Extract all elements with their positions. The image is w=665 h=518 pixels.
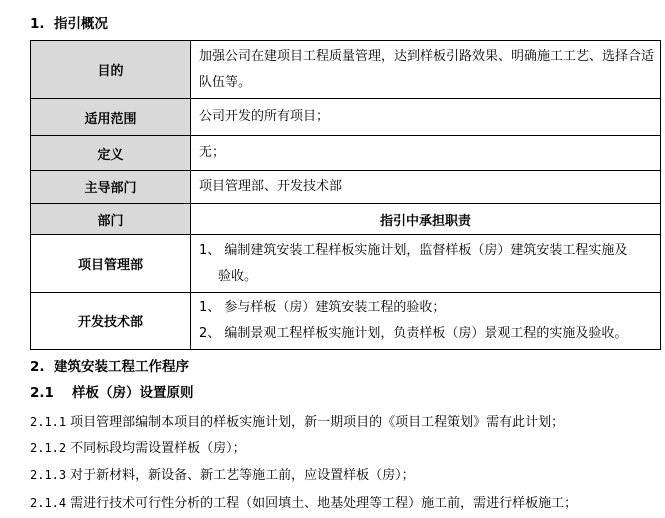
paragraph-number: 2.1.2	[30, 441, 67, 455]
header-dept: 部门	[31, 203, 191, 235]
tech-dept-label: 开发技术部	[31, 292, 191, 349]
purpose-text: 加强公司在建项目工程质量管理，达到样板引路效果、明确施工工艺、选择合适队伍等。	[191, 41, 661, 99]
paragraph-2-1-3	[30, 466, 415, 485]
tech-duty-2: 2、 编制景观工程样板实施计划，负责样板（房）景观工程的实施及验收。	[199, 325, 628, 341]
section-title: 样板（房）设置原则	[72, 385, 194, 401]
paragraph-text: 对于新材料，新设备、新工艺等施工前，应设置样板（房）；	[70, 468, 415, 483]
paragraph-2-1-1	[30, 413, 564, 432]
paragraph-number: 2.1.4	[30, 496, 67, 510]
pm-dept-duties	[191, 235, 661, 292]
paragraph-text: 项目管理部编制本项目的样板实施计划，新一期项目的《项目工程策划》需有此计划；	[70, 415, 565, 430]
lead-dept-text: 项目管理部、开发技术部	[191, 170, 661, 203]
table-row-lead-dept	[31, 170, 661, 203]
section-number: 2.1	[30, 385, 54, 401]
paragraph-text: 需进行技术可行性分析的工程（如回填土、地基处理等工程）施工前，需进行样板施工；	[70, 496, 578, 511]
paragraph-text: 不同标段均需设置样板（房）；	[70, 441, 246, 456]
pm-duty-line-1: 1、 编制建筑安装工程样板实施计划，监督样板（房）建筑安装工程实施及	[199, 242, 628, 258]
header-duties: 指引中承担职责	[191, 203, 661, 235]
tech-dept-duties	[191, 292, 661, 349]
definition-text: 无；	[191, 136, 661, 171]
pm-dept-label: 项目管理部	[31, 235, 191, 292]
section-number: 1.	[30, 16, 45, 32]
section-number: 2.	[30, 359, 45, 375]
scope-label: 适用范围	[31, 99, 191, 136]
definition-label: 定义	[31, 136, 191, 171]
lead-dept-label: 主导部门	[31, 170, 191, 203]
section-title: 指引概况	[54, 16, 108, 32]
guide-overview-table	[30, 40, 661, 350]
pm-duty-line-2: 验收。	[218, 268, 258, 284]
paragraph-number: 2.1.1	[30, 415, 67, 429]
table-row-definition	[31, 136, 661, 171]
tech-duty-1: 1、 参与样板（房）建筑安装工程的验收；	[199, 299, 446, 315]
table-row-purpose	[31, 41, 661, 99]
table-row-pm-dept	[31, 235, 661, 292]
table-header-row	[31, 203, 661, 235]
section-1-heading	[30, 15, 108, 33]
scope-text: 公司开发的所有项目；	[191, 99, 661, 136]
paragraph-2-1-2	[30, 439, 246, 458]
table-row-tech-dept	[31, 292, 661, 349]
paragraph-2-1-4	[30, 494, 577, 513]
section-2-heading	[30, 358, 189, 376]
section-title: 建筑安装工程工作程序	[54, 359, 189, 375]
paragraph-number: 2.1.3	[30, 468, 67, 482]
table-row-scope	[31, 99, 661, 136]
section-2-1-heading	[30, 384, 194, 402]
purpose-label: 目的	[31, 41, 191, 99]
